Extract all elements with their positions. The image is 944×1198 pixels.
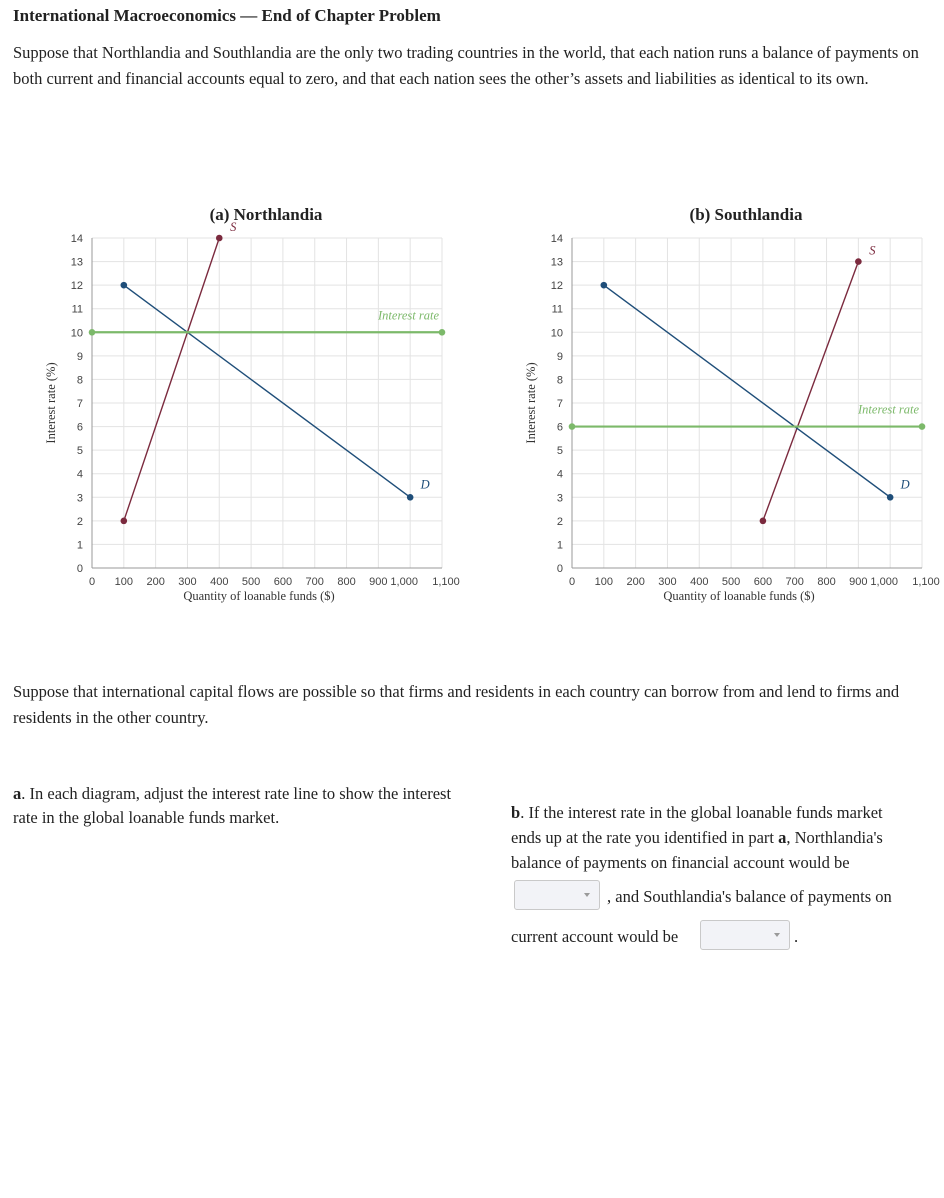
- part-b-line-5: current account would be: [511, 927, 679, 946]
- y-tick-label: 4: [76, 468, 83, 481]
- interest-rate-point[interactable]: [439, 329, 446, 336]
- part-b-line-1: b. If the interest rate in the global loanable funds market: [511, 803, 883, 822]
- part-b-line-2: ends up at the rate you identified in part a, Northlandia's: [511, 828, 883, 847]
- intro-paragraph: Suppose that Northlandia and Southlandia are the only two trading countries in the world, that each nation runs a balance of payments on both current and financial accounts equal to zero, and that each nation sees the other’s assets and liabilities as identical to its own.: [13, 43, 919, 88]
- chevron-down-icon: [584, 893, 590, 897]
- y-tick-label: 8: [76, 374, 83, 387]
- y-tick-label: 8: [556, 374, 563, 387]
- x-tick-label: 600: [753, 576, 773, 588]
- y-tick-label: 13: [550, 256, 563, 269]
- s-label: S: [869, 243, 876, 258]
- d-line[interactable]: [124, 285, 410, 497]
- y-tick-label: 0: [76, 563, 83, 575]
- x-tick-label: 500: [721, 576, 741, 588]
- chevron-down-icon: [774, 933, 780, 937]
- x-axis-label: Quantity of loanable funds ($): [183, 589, 335, 603]
- x-tick-label: 200: [626, 576, 645, 588]
- chart-northlandia[interactable]: [0, 195, 460, 620]
- y-tick-label: 11: [71, 303, 83, 316]
- interest-rate-label: Interest rate: [378, 308, 439, 323]
- x-tick-label: 700: [305, 576, 324, 588]
- x-tick-label: 400: [210, 576, 229, 588]
- x-tick-label: 500: [241, 576, 261, 588]
- x-tick-label: 300: [178, 576, 197, 588]
- y-axis-label: Interest rate (%): [524, 362, 538, 444]
- part-b-letter: b: [511, 803, 521, 822]
- y-tick-label: 7: [556, 398, 563, 410]
- part-a-reference: a: [778, 828, 787, 847]
- x-tick-label: 200: [146, 576, 165, 588]
- y-tick-label: 3: [556, 492, 563, 505]
- y-tick-label: 5: [76, 445, 83, 458]
- s-line[interactable]: [763, 262, 858, 521]
- x-tick-label: 600: [273, 576, 293, 588]
- part-a-text: . In each diagram, adjust the interest rate line to show the interest rate in the global loanable funds market.: [13, 784, 452, 827]
- s-point[interactable]: [216, 235, 223, 242]
- y-tick-label: 5: [556, 445, 563, 458]
- x-tick-label: 900: [369, 576, 388, 588]
- x-tick-label: 800: [337, 576, 356, 588]
- x-tick-label: 1,000: [390, 576, 418, 588]
- x-tick-label: 100: [594, 576, 613, 588]
- y-tick-label: 6: [76, 421, 83, 434]
- capital-flows-paragraph: Suppose that international capital flows are possible so that firms and residents in each country can borrow from and lend to firms and residents in the other country.: [13, 682, 900, 727]
- y-tick-label: 4: [556, 468, 563, 481]
- x-tick-label: 900: [849, 576, 868, 588]
- x-tick-label: 800: [817, 576, 836, 588]
- y-tick-label: 11: [551, 303, 563, 316]
- d-label: D: [900, 477, 910, 492]
- chart-title: (b) Southlandia: [689, 205, 803, 224]
- chart-svg[interactable]: [0, 195, 460, 615]
- x-tick-label: 1,100: [432, 576, 460, 588]
- x-tick-label: 0: [88, 576, 96, 588]
- y-axis-label: Interest rate (%): [44, 362, 58, 444]
- y-tick-label: 12: [70, 280, 83, 293]
- y-tick-label: 1: [76, 539, 83, 552]
- d-point[interactable]: [887, 494, 894, 501]
- y-tick-label: 12: [550, 280, 563, 293]
- x-tick-label: 1,000: [870, 576, 898, 588]
- part-b-line-4: , and Southlandia's balance of payments on: [607, 887, 892, 906]
- y-tick-label: 6: [556, 421, 563, 434]
- interest-rate-label: Interest rate: [858, 402, 919, 417]
- y-tick-label: 2: [556, 515, 563, 528]
- y-tick-label: 9: [556, 350, 563, 363]
- interest-rate-point[interactable]: [919, 423, 926, 430]
- d-label: D: [420, 477, 430, 492]
- d-line[interactable]: [604, 285, 890, 497]
- part-b-line-3: balance of payments on financial account would be: [511, 853, 850, 872]
- chart-southlandia[interactable]: [480, 195, 940, 620]
- x-tick-label: 100: [114, 576, 133, 588]
- x-tick-label: 400: [690, 576, 709, 588]
- y-tick-label: 14: [550, 233, 563, 245]
- y-tick-label: 3: [76, 492, 83, 505]
- y-tick-label: 13: [70, 256, 83, 269]
- interest-rate-point[interactable]: [569, 423, 576, 430]
- end-punctuation: .: [794, 927, 799, 946]
- x-tick-label: 300: [658, 576, 677, 588]
- chart-svg[interactable]: [480, 195, 940, 615]
- d-point[interactable]: [601, 282, 608, 289]
- s-label: S: [230, 220, 237, 234]
- y-tick-label: 9: [76, 350, 83, 363]
- y-tick-label: 1: [556, 539, 563, 552]
- d-point[interactable]: [407, 494, 414, 501]
- interest-rate-point[interactable]: [89, 329, 96, 336]
- y-tick-label: 10: [70, 327, 83, 340]
- northlandia-financial-account-select[interactable]: [514, 880, 600, 910]
- x-axis-label: Quantity of loanable funds ($): [663, 589, 815, 603]
- s-point[interactable]: [760, 518, 767, 525]
- y-tick-label: 10: [550, 327, 563, 340]
- chart-title: (a) Northlandia: [209, 205, 323, 224]
- x-tick-label: 0: [568, 576, 576, 588]
- s-point[interactable]: [121, 518, 128, 525]
- x-tick-label: 1,100: [912, 576, 940, 588]
- y-tick-label: 7: [76, 398, 83, 410]
- d-point[interactable]: [121, 282, 128, 289]
- x-tick-label: 700: [785, 576, 804, 588]
- page-title: International Macroeconomics — End of Chapter Problem: [13, 6, 441, 25]
- s-point[interactable]: [855, 258, 862, 265]
- y-tick-label: 0: [556, 563, 563, 575]
- part-a-letter: a: [13, 784, 22, 803]
- southlandia-current-account-select[interactable]: [700, 920, 790, 950]
- part-a-question: [13, 782, 453, 830]
- y-tick-label: 14: [70, 233, 83, 245]
- y-tick-label: 2: [76, 515, 83, 528]
- part-b-question: [511, 800, 931, 946]
